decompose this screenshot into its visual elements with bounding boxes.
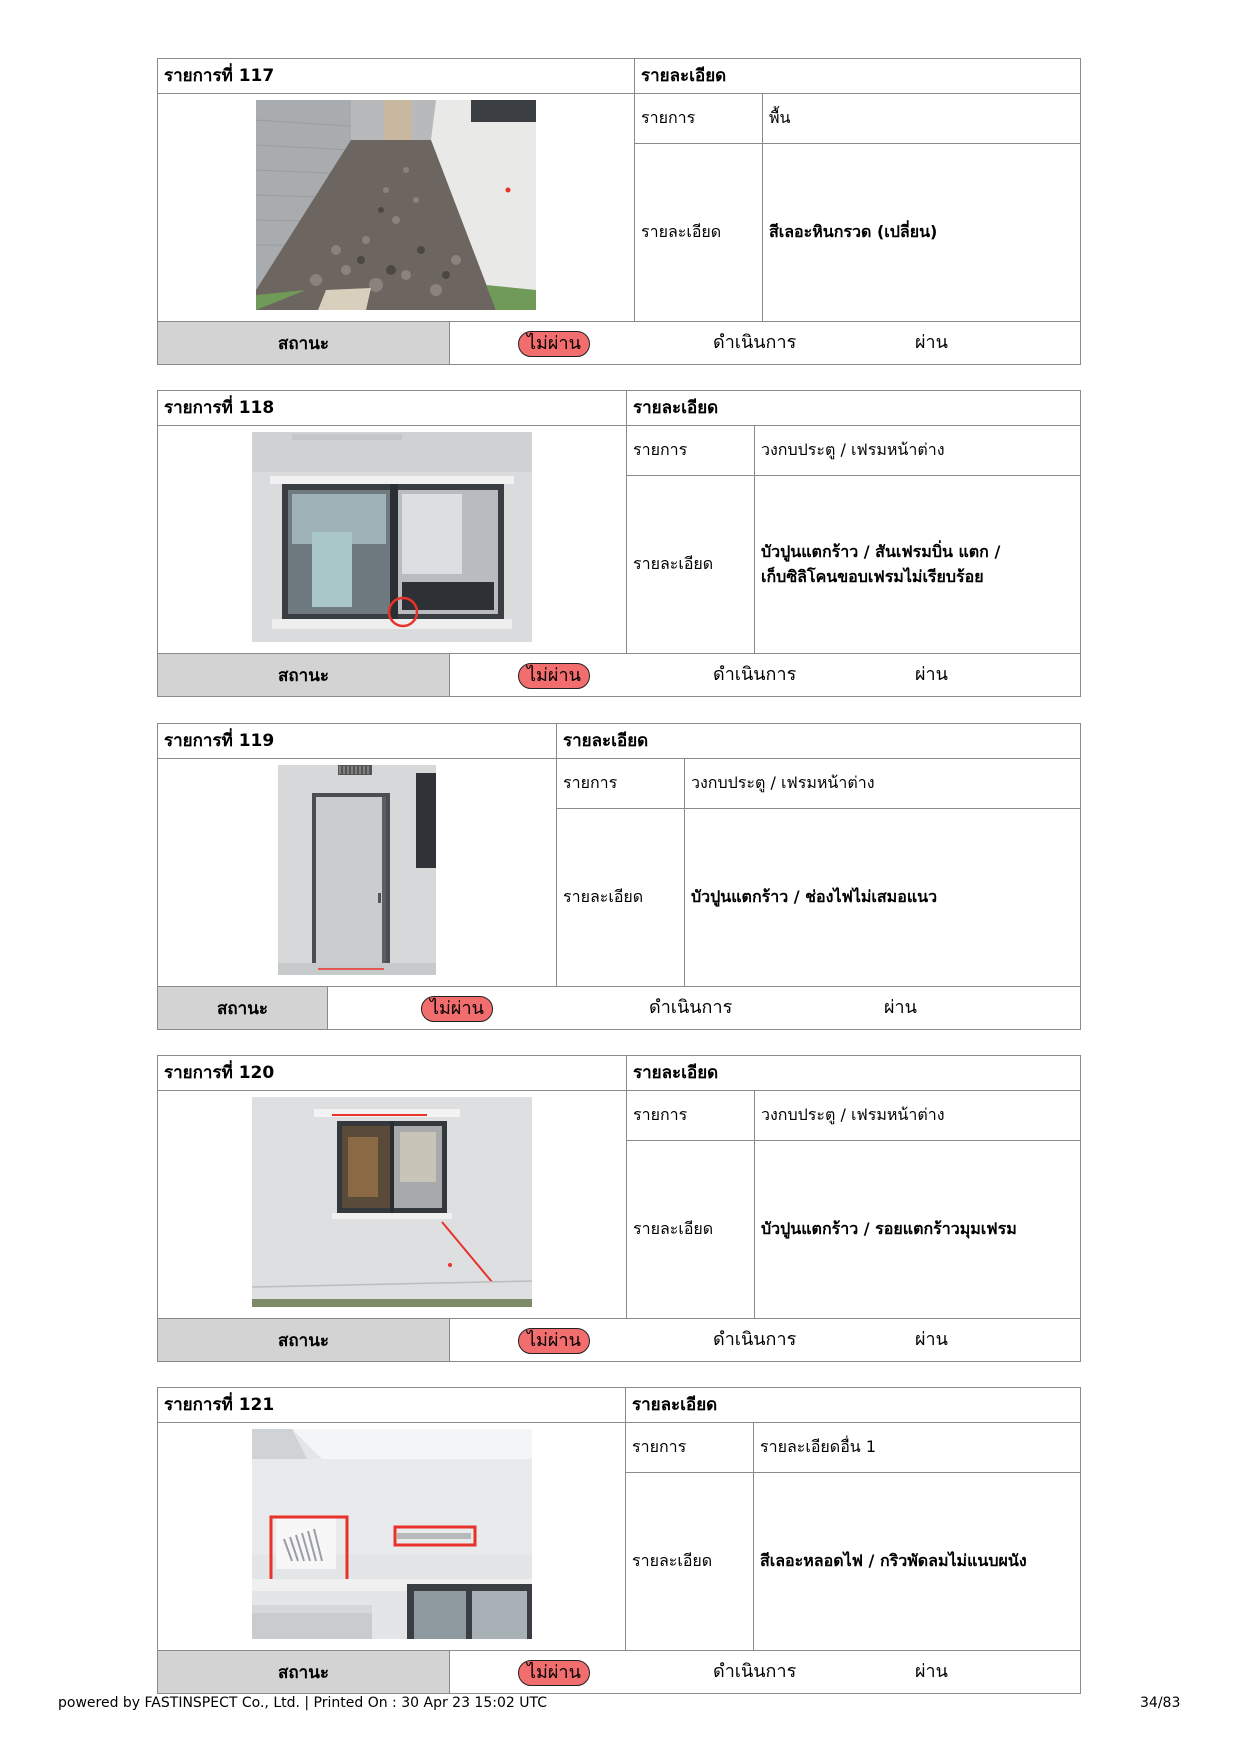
detail-line: บัวปูนแตกร้าว / สันเฟรมบิ่น แตก /: [761, 541, 1001, 561]
status-label: สถานะ: [158, 322, 450, 364]
detail-label: รายละเอียด: [635, 144, 763, 321]
detail-label: รายละเอียด: [627, 476, 755, 653]
status-row: [158, 1319, 1080, 1361]
card-body: [158, 759, 1080, 987]
detail-row: [627, 476, 1080, 653]
detail-value: [754, 1473, 1080, 1650]
status-pass-option[interactable]: ผ่าน: [915, 332, 948, 353]
item-value: วงกบประตู / เฟรมหน้าต่าง: [761, 440, 945, 459]
item-value: วงกบประตู / เฟรมหน้าต่าง: [691, 773, 875, 792]
detail-label: รายละเอียด: [626, 1473, 754, 1650]
detail-header: รายละเอียด: [633, 1063, 719, 1083]
status-options: [450, 1319, 1080, 1361]
detail-row: [626, 1473, 1080, 1650]
detail-header: รายละเอียด: [563, 731, 649, 751]
status-row: [158, 654, 1080, 696]
window-crack-photo[interactable]: [252, 1097, 532, 1318]
status-fail-option[interactable]: ไม่ผ่าน: [518, 663, 590, 689]
status-pass-option[interactable]: ผ่าน: [884, 997, 917, 1018]
status-in-progress-option[interactable]: ดำเนินการ: [713, 1661, 797, 1682]
detail-value: [755, 1141, 1080, 1318]
detail-line: เก็บซิลิโคนขอบเฟรมไม่เรียบร้อย: [761, 566, 984, 586]
item-row: [557, 759, 1080, 809]
detail-label: รายละเอียด: [557, 809, 685, 986]
status-options: [450, 322, 1080, 364]
status-row: [158, 1651, 1080, 1693]
inspection-card-119: [157, 723, 1081, 1030]
status-fail-option[interactable]: ไม่ผ่าน: [518, 331, 590, 357]
item-label: รายการ: [627, 1091, 755, 1140]
detail-header: รายละเอียด: [641, 66, 727, 86]
status-options: [450, 1651, 1080, 1693]
item-title: รายการที่ 120: [158, 1056, 627, 1090]
footer-credit: powered by FASTINSPECT Co., Ltd. | Printed On : 30 Apr 23 15:02 UTC: [58, 1695, 547, 1711]
status-label: สถานะ: [158, 1319, 450, 1361]
detail-section: [627, 1091, 1080, 1318]
detail-section: [626, 1423, 1080, 1650]
detail-section: [627, 426, 1080, 653]
detail-section: [557, 759, 1080, 986]
photo-cell: [158, 759, 557, 986]
detail-row: [635, 144, 1080, 321]
sliding-window-photo[interactable]: [252, 432, 532, 653]
status-label: สถานะ: [158, 987, 328, 1029]
detail-value: [685, 809, 1080, 986]
detail-header: รายละเอียด: [632, 1395, 718, 1415]
inspection-card-118: [157, 390, 1081, 697]
detail-row: [627, 1141, 1080, 1318]
status-fail-option[interactable]: ไม่ผ่าน: [518, 1328, 590, 1354]
item-title: รายการที่ 121: [158, 1388, 626, 1422]
card-header: [158, 391, 1080, 426]
item-label: รายการ: [626, 1423, 754, 1472]
status-in-progress-option[interactable]: ดำเนินการ: [713, 664, 797, 685]
status-in-progress-option[interactable]: ดำเนินการ: [649, 997, 733, 1018]
photo-cell: [158, 1423, 626, 1650]
gravel-walkway-photo[interactable]: [256, 100, 536, 321]
detail-row: [557, 809, 1080, 986]
detail-value: [755, 476, 1080, 653]
status-pass-option[interactable]: ผ่าน: [915, 1329, 948, 1350]
card-body: [158, 94, 1080, 322]
detail-label: รายละเอียด: [627, 1141, 755, 1318]
card-body: [158, 1091, 1080, 1319]
detail-value: [763, 144, 1080, 321]
detail-line: บัวปูนแตกร้าว / รอยแตกร้าวมุมเฟรม: [761, 1219, 1017, 1238]
status-options: [328, 987, 1080, 1029]
door-photo[interactable]: [278, 765, 436, 986]
status-options: [450, 654, 1080, 696]
detail-line: บัวปูนแตกร้าว / ช่องไฟไม่เสมอแนว: [691, 887, 938, 906]
item-row: [627, 1091, 1080, 1141]
item-row: [635, 94, 1080, 144]
item-label: รายการ: [635, 94, 763, 143]
inspection-card-120: [157, 1055, 1081, 1362]
item-row: [626, 1423, 1080, 1473]
inspection-card-117: [157, 58, 1081, 365]
status-row: [158, 322, 1080, 364]
item-value: วงกบประตู / เฟรมหน้าต่าง: [761, 1105, 945, 1124]
card-header: [158, 1056, 1080, 1091]
item-title: รายการที่ 118: [158, 391, 627, 425]
card-header: [158, 1388, 1080, 1423]
item-label: รายการ: [557, 759, 685, 808]
item-row: [627, 426, 1080, 476]
detail-section: [635, 94, 1080, 321]
status-fail-option[interactable]: ไม่ผ่าน: [518, 1660, 590, 1686]
page-number: 34/83: [1140, 1695, 1181, 1711]
card-body: [158, 426, 1080, 654]
detail-header: รายละเอียด: [633, 398, 719, 418]
status-label: สถานะ: [158, 654, 450, 696]
card-header: [158, 59, 1080, 94]
item-title: รายการที่ 119: [158, 724, 557, 758]
status-in-progress-option[interactable]: ดำเนินการ: [713, 332, 797, 353]
status-pass-option[interactable]: ผ่าน: [915, 1661, 948, 1682]
photo-cell: [158, 426, 627, 653]
status-row: [158, 987, 1080, 1029]
item-title: รายการที่ 117: [158, 59, 635, 93]
item-value: รายละเอียดอื่น 1: [760, 1437, 877, 1456]
status-pass-option[interactable]: ผ่าน: [915, 664, 948, 685]
detail-line: สีเลอะหินกรวด (เปลี่ยน): [769, 222, 938, 241]
inspection-card-121: [157, 1387, 1081, 1694]
status-fail-option[interactable]: ไม่ผ่าน: [421, 996, 493, 1022]
vent-grille-photo[interactable]: [252, 1429, 532, 1650]
status-label: สถานะ: [158, 1651, 450, 1693]
card-body: [158, 1423, 1080, 1651]
item-value: พื้น: [769, 108, 791, 127]
status-in-progress-option[interactable]: ดำเนินการ: [713, 1329, 797, 1350]
card-header: [158, 724, 1080, 759]
photo-cell: [158, 94, 635, 321]
photo-cell: [158, 1091, 627, 1318]
item-label: รายการ: [627, 426, 755, 475]
detail-line: สีเลอะหลอดไฟ / กริวพัดลมไม่แนบผนัง: [760, 1551, 1027, 1570]
